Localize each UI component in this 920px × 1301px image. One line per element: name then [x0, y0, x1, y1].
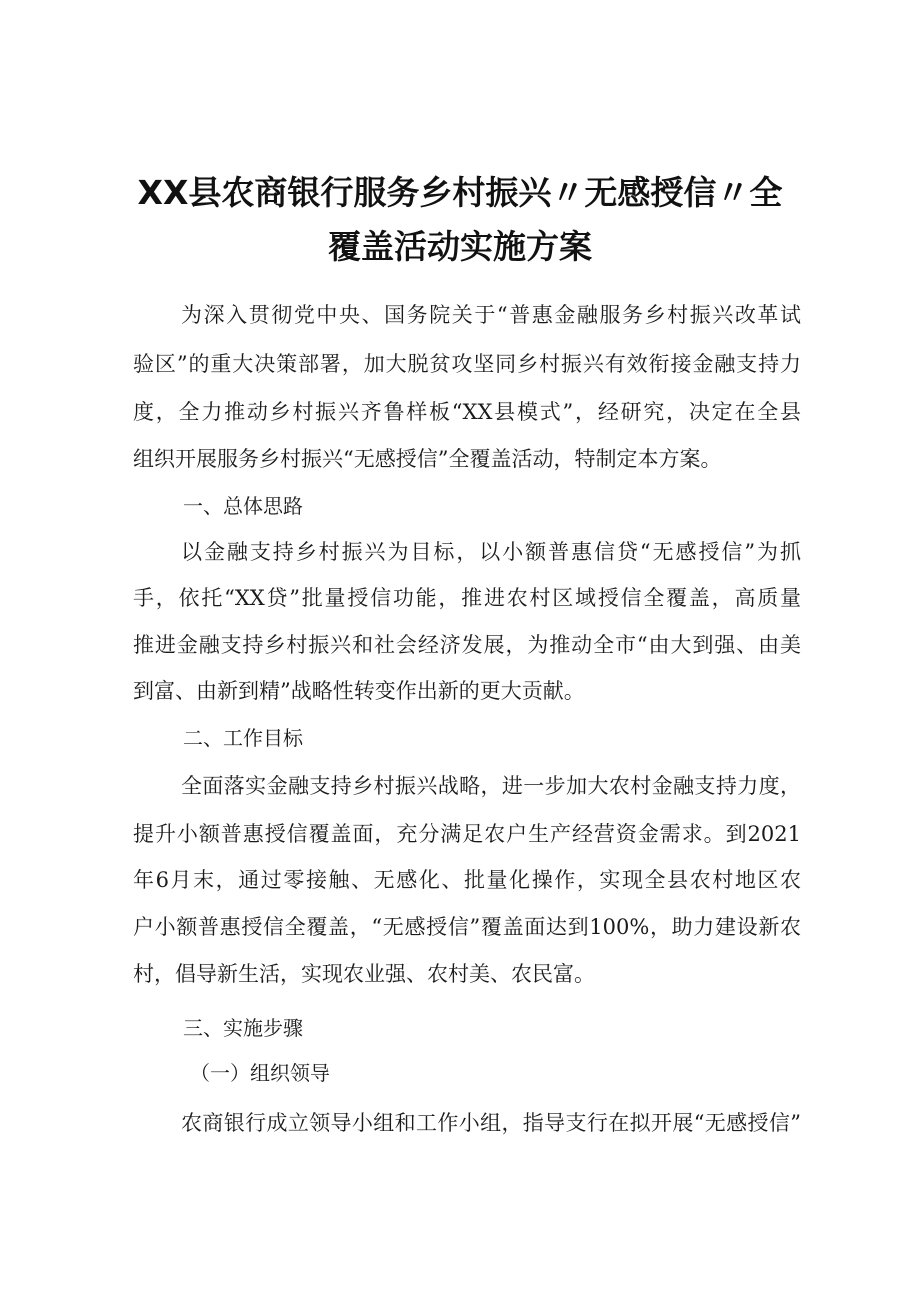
section-heading: 二、工作目标 [183, 726, 303, 750]
document-title-line-1: XX县农商银行服务乡村振兴〃无感授信〃全 [137, 173, 783, 212]
subsection-heading: （一）组织领导 [190, 1061, 330, 1085]
paragraph-line: 组织开展服务乡村振兴“无感授信”全覆盖活动，特制定本方案。 [133, 447, 722, 471]
paragraph-line: 度，全力推动乡村振兴齐鲁样板“XX县模式”，经研究，决定在全县 [133, 400, 801, 424]
paragraph-line: 全面落实金融支持乡村振兴战略，进一步加大农村金融支持力度， [181, 774, 801, 798]
paragraph-line: 手，依托“XX贷”批量授信功能，推进农村区域授信全覆盖，高质量 [133, 586, 801, 610]
paragraph-line: 验区”的重大决策部署，加大脱贫攻坚同乡村振兴有效衔接金融支持力 [133, 352, 801, 376]
document-title-line-2: 覆盖活动实施方案 [328, 227, 592, 266]
paragraph-line: 提升小额普惠授信覆盖面，充分满足农户生产经营资金需求。到2021 [133, 822, 801, 846]
section-heading: 一、总体思路 [183, 494, 303, 518]
section-heading: 三、实施步骤 [183, 1016, 303, 1040]
paragraph-line: 以金融支持乡村振兴为目标，以小额普惠信贷“无感授信”为抓 [181, 540, 801, 564]
paragraph-line: 为深入贯彻党中央、国务院关于“普惠金融服务乡村振兴改革试 [181, 303, 801, 327]
paragraph-line: 推进金融支持乡村振兴和社会经济发展，为推动全市“由大到强、由美 [133, 633, 801, 657]
paragraph-line: 村，倡导新生活，实现农业强、农村美、农民富。 [133, 962, 595, 986]
paragraph-line: 年6月末，通过零接触、无感化、批量化操作，实现全县农村地区农 [133, 868, 801, 892]
paragraph-line: 户小额普惠授信全覆盖，“无感授信”覆盖面达到100%，助力建设新农 [133, 915, 801, 939]
paragraph-line: 农商银行成立领导小组和工作小组，指导支行在拟开展“无感授信” [181, 1111, 801, 1135]
paragraph-line: 到富、由新到精”战略性转变作出新的更大贡献。 [133, 679, 585, 703]
